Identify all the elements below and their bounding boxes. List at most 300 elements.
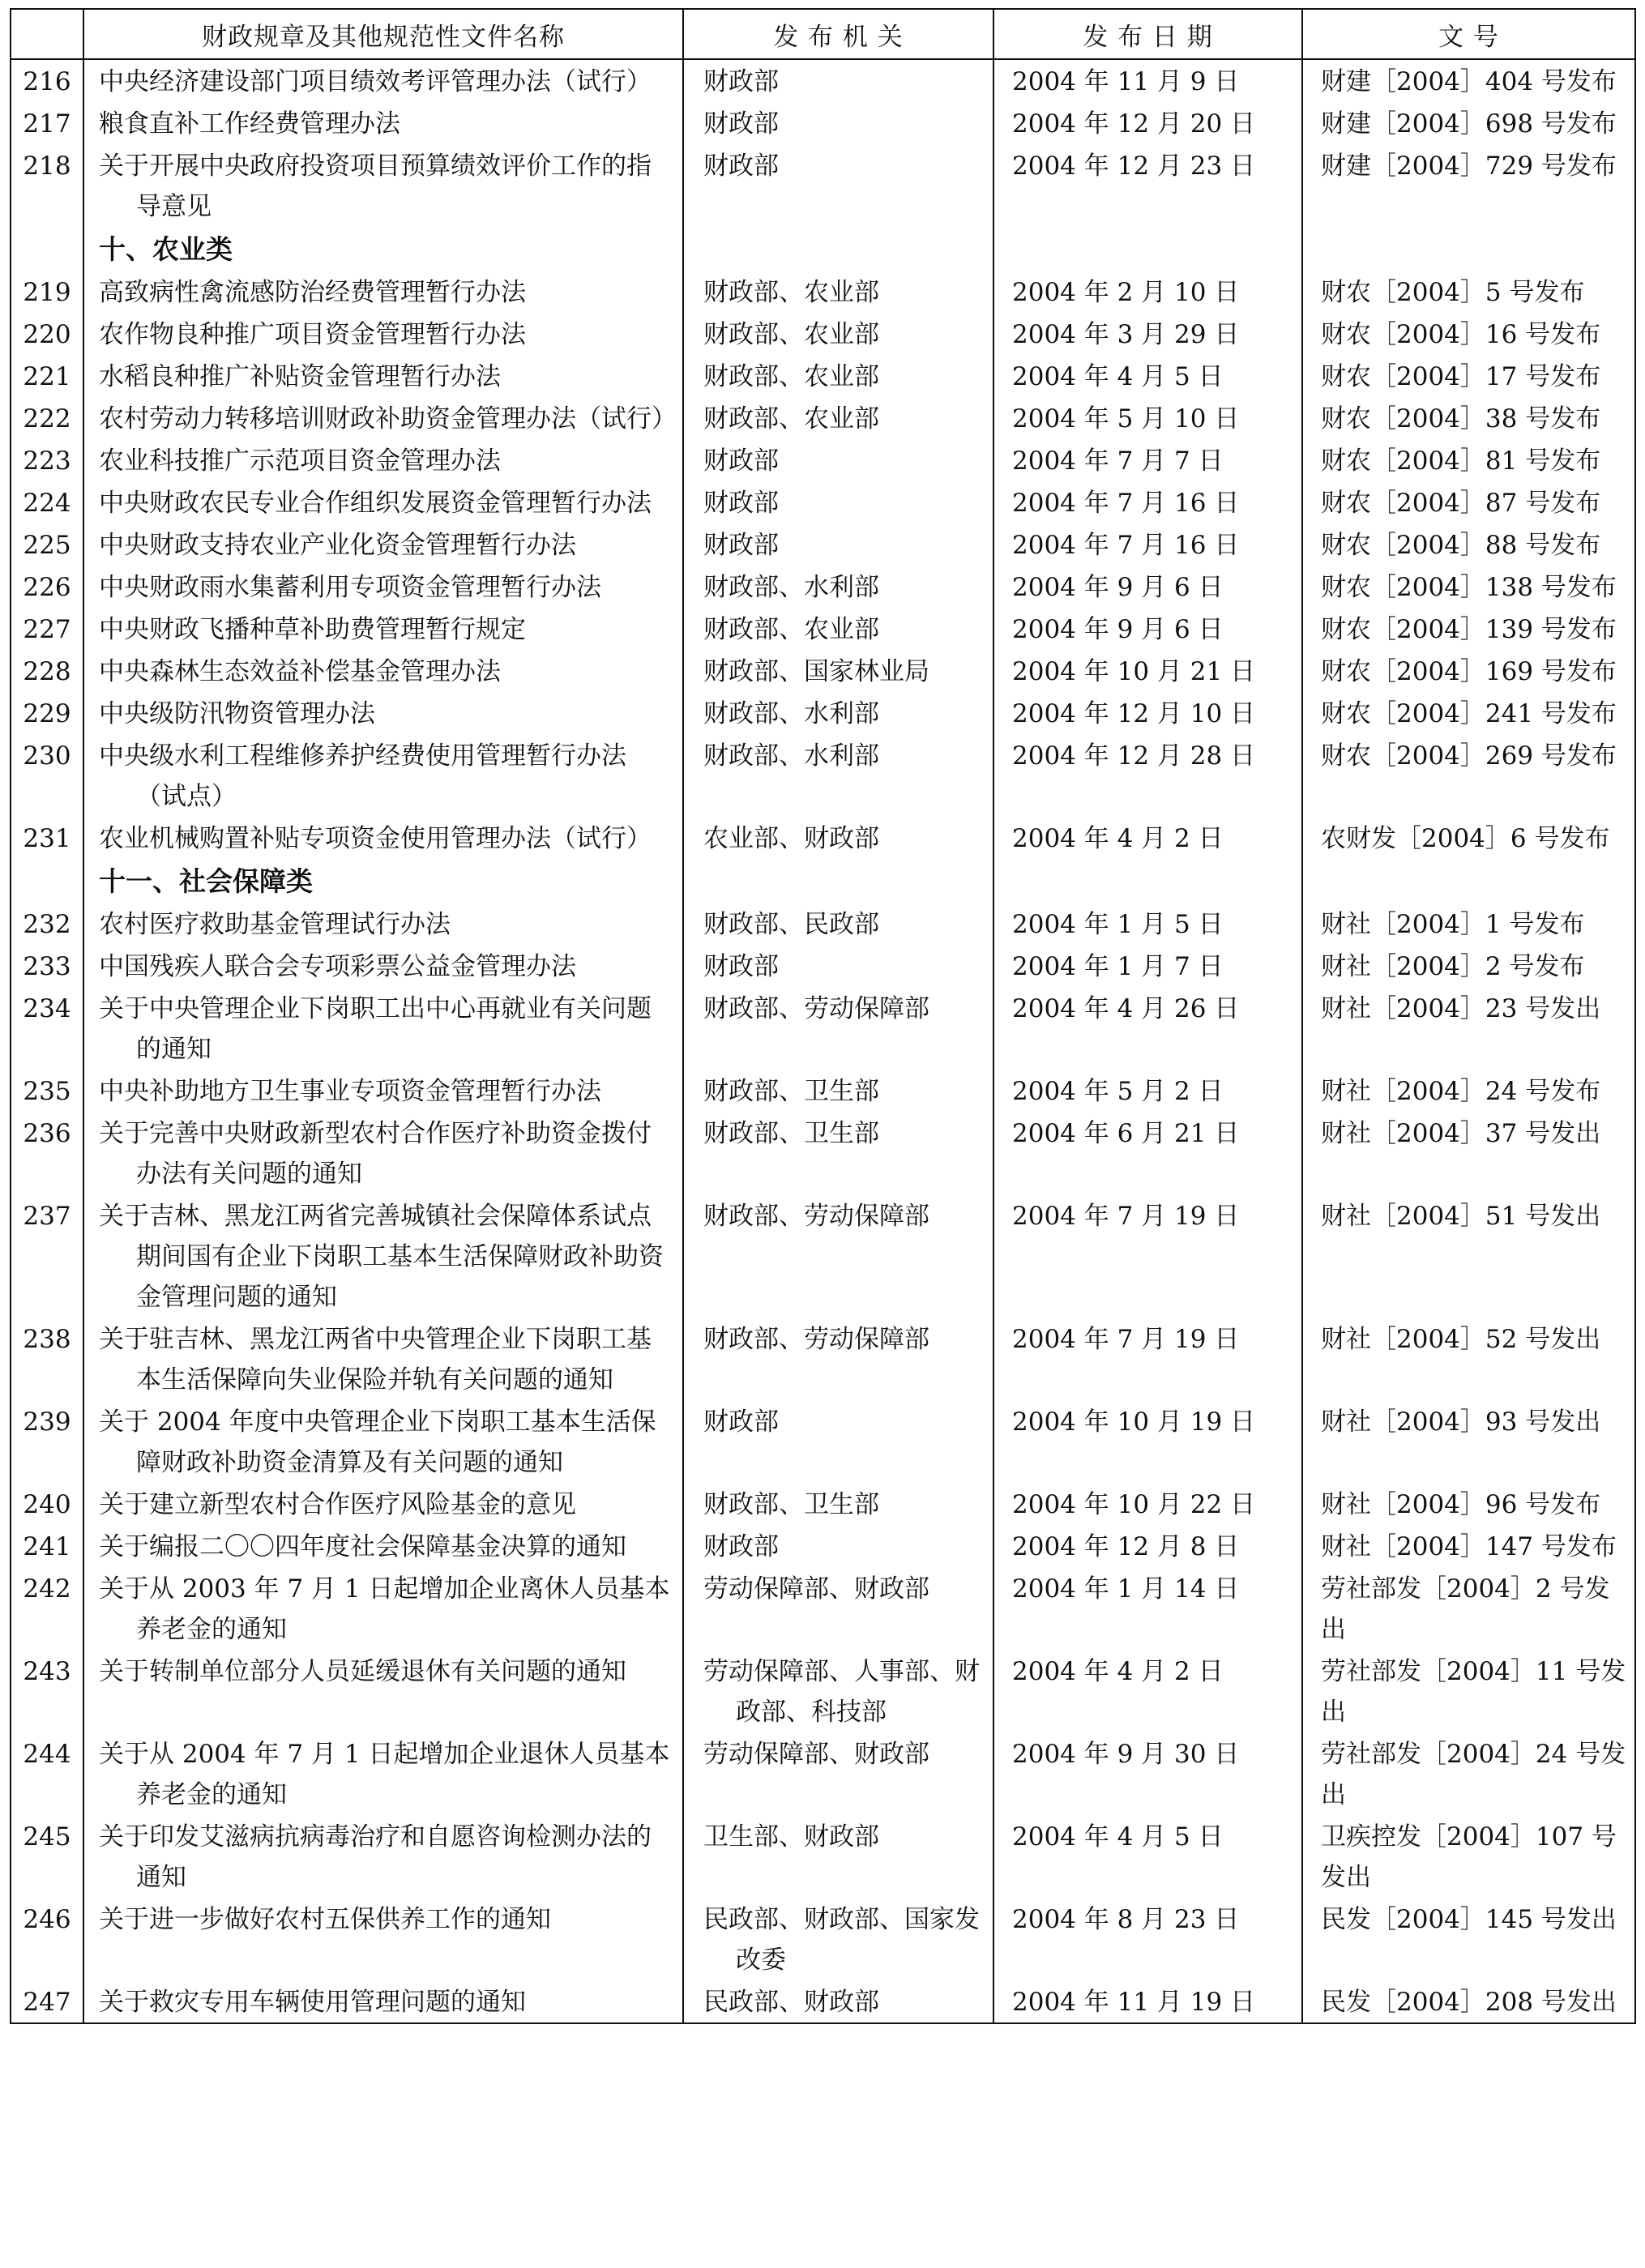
document-name: 中央财政支持农业产业化资金管理暂行办法 — [99, 531, 576, 560]
table-row — [11, 523, 1635, 566]
table-row — [11, 481, 1635, 523]
table-row — [11, 1732, 1635, 1815]
row-number-cell: 242 — [11, 1567, 83, 1650]
document-number: 财社［2004］24 号发布 — [1321, 1077, 1601, 1106]
issuing-authority-cell — [683, 1567, 993, 1650]
table-row — [11, 734, 1635, 817]
issuing-authority-cell — [683, 1112, 993, 1194]
issuing-authority-cell — [683, 481, 993, 523]
row-number-cell: 226 — [11, 566, 83, 608]
document-name: 关于进一步做好农村五保供养工作的通知 — [99, 1905, 551, 1934]
issue-date-cell: 2004 年 7 月 16 日 — [993, 523, 1302, 566]
section-empty-cell — [683, 227, 993, 271]
header-date: 发 布 日 期 — [993, 9, 1302, 59]
document-number: 财社［2004］52 号发出 — [1321, 1325, 1601, 1354]
table-body — [11, 59, 1635, 2023]
document-name: 关于转制单位部分人员延缓退休有关问题的通知 — [99, 1657, 626, 1686]
document-number: 财建［2004］404 号发布 — [1321, 67, 1617, 96]
table-row — [11, 1483, 1635, 1525]
document-number: 农财发［2004］6 号发布 — [1321, 824, 1610, 853]
issuing-authority-cell — [683, 59, 993, 102]
issuing-authority-cell — [683, 313, 993, 355]
table-row — [11, 1525, 1635, 1567]
section-empty-cell — [1302, 859, 1635, 903]
issuing-authority-cell — [683, 945, 993, 987]
document-number-cell — [1302, 1112, 1635, 1194]
document-number-cell — [1302, 1815, 1635, 1898]
document-number-cell — [1302, 566, 1635, 608]
document-number-cell — [1302, 271, 1635, 313]
issuing-authority: 财政部、水利部 — [703, 573, 879, 602]
row-number-cell: 245 — [11, 1815, 83, 1898]
document-name-cell — [83, 734, 683, 817]
document-number: 财社［2004］23 号发出 — [1321, 994, 1601, 1023]
document-name: 水稻良种推广补贴资金管理暂行办法 — [99, 362, 501, 391]
document-number: 财农［2004］88 号发布 — [1321, 531, 1601, 560]
row-number-cell: 246 — [11, 1898, 83, 1980]
document-number-cell — [1302, 439, 1635, 481]
document-number-cell — [1302, 692, 1635, 734]
document-name-cell — [83, 692, 683, 734]
issue-date-cell: 2004 年 11 月 9 日 — [993, 59, 1302, 102]
header-num — [11, 9, 83, 59]
issuing-authority-cell — [683, 987, 993, 1070]
row-number-cell: 222 — [11, 397, 83, 439]
row-number-cell: 220 — [11, 313, 83, 355]
document-number: 财农［2004］139 号发布 — [1321, 615, 1617, 644]
issue-date-cell: 2004 年 1 月 5 日 — [993, 903, 1302, 945]
table-row — [11, 1980, 1635, 2023]
document-number: 财社［2004］93 号发出 — [1321, 1407, 1601, 1437]
issuing-authority: 财政部、水利部 — [703, 741, 879, 771]
table-row — [11, 608, 1635, 650]
row-number-cell: 232 — [11, 903, 83, 945]
issue-date-cell: 2004 年 3 月 29 日 — [993, 313, 1302, 355]
issue-date-cell: 2004 年 1 月 7 日 — [993, 945, 1302, 987]
issuing-authority-cell — [683, 102, 993, 144]
document-number: 财农［2004］5 号发布 — [1321, 278, 1585, 307]
document-name-cell — [83, 817, 683, 859]
issuing-authority-cell — [683, 355, 993, 397]
issue-date-cell: 2004 年 9 月 6 日 — [993, 566, 1302, 608]
document-number-cell — [1302, 1650, 1635, 1732]
issue-date-cell: 2004 年 12 月 10 日 — [993, 692, 1302, 734]
issuing-authority: 财政部、劳动保障部 — [703, 1325, 929, 1354]
issuing-authority: 财政部、劳动保障部 — [703, 1202, 929, 1231]
issuing-authority-cell — [683, 1525, 993, 1567]
document-number-cell — [1302, 1567, 1635, 1650]
issuing-authority: 财政部 — [703, 109, 779, 139]
issue-date-cell: 2004 年 10 月 19 日 — [993, 1400, 1302, 1483]
document-name-cell — [83, 1815, 683, 1898]
document-name-cell — [83, 313, 683, 355]
row-number-cell: 223 — [11, 439, 83, 481]
document-name: 中央森林生态效益补偿基金管理办法 — [99, 657, 501, 686]
issue-date-cell: 2004 年 12 月 8 日 — [993, 1525, 1302, 1567]
table-row — [11, 1194, 1635, 1318]
issue-date-cell: 2004 年 4 月 2 日 — [993, 1650, 1302, 1732]
section-empty-cell — [993, 859, 1302, 903]
document-number: 财社［2004］2 号发布 — [1321, 952, 1585, 981]
section-heading-row — [11, 227, 1635, 271]
row-number-cell: 234 — [11, 987, 83, 1070]
issue-date-cell: 2004 年 6 月 21 日 — [993, 1112, 1302, 1194]
document-name: 关于驻吉林、黑龙江两省中央管理企业下岗职工基本生活保障向失业保险并轨有关问题的通知 — [99, 1325, 652, 1395]
document-name: 中央级水利工程维修养护经费使用管理暂行办法（试点） — [99, 741, 626, 811]
document-number: 劳社部发［2004］11 号发出 — [1321, 1657, 1626, 1727]
issuing-authority: 财政部、农业部 — [703, 615, 879, 644]
section-num-cell — [11, 227, 83, 271]
document-name-cell — [83, 439, 683, 481]
issuing-authority: 财政部 — [703, 1407, 779, 1437]
issue-date-cell: 2004 年 4 月 5 日 — [993, 1815, 1302, 1898]
table-row — [11, 692, 1635, 734]
document-number-cell — [1302, 1483, 1635, 1525]
document-name-cell — [83, 903, 683, 945]
section-num-cell — [11, 859, 83, 903]
document-number-cell — [1302, 102, 1635, 144]
row-number-cell: 240 — [11, 1483, 83, 1525]
table-row — [11, 1112, 1635, 1194]
document-number-cell — [1302, 1318, 1635, 1400]
document-number-cell — [1302, 1898, 1635, 1980]
document-name-cell — [83, 1400, 683, 1483]
issuing-authority: 民政部、财政部 — [703, 1988, 879, 2017]
document-number: 财农［2004］38 号发布 — [1321, 404, 1601, 434]
row-number-cell: 225 — [11, 523, 83, 566]
document-name-cell — [83, 481, 683, 523]
document-number: 财农［2004］87 号发布 — [1321, 489, 1601, 518]
document-name: 粮食直补工作经费管理办法 — [99, 109, 400, 139]
table-row — [11, 355, 1635, 397]
issuing-authority: 财政部 — [703, 446, 779, 476]
document-name: 关于从 2004 年 7 月 1 日起增加企业退休人员基本养老金的通知 — [99, 1740, 670, 1809]
document-number-cell — [1302, 144, 1635, 227]
table-row — [11, 566, 1635, 608]
section-heading-row — [11, 859, 1635, 903]
issue-date-cell: 2004 年 12 月 28 日 — [993, 734, 1302, 817]
table-row — [11, 1898, 1635, 1980]
issuing-authority-cell — [683, 566, 993, 608]
document-name-cell — [83, 59, 683, 102]
issuing-authority: 劳动保障部、财政部 — [703, 1574, 929, 1604]
issuing-authority-cell — [683, 1483, 993, 1525]
table-row — [11, 945, 1635, 987]
issuing-authority-cell — [683, 1400, 993, 1483]
document-name: 关于建立新型农村合作医疗风险基金的意见 — [99, 1490, 576, 1519]
document-name-cell — [83, 102, 683, 144]
issuing-authority-cell — [683, 1898, 993, 1980]
document-name-cell — [83, 1070, 683, 1112]
document-number-cell — [1302, 1525, 1635, 1567]
section-empty-cell — [993, 227, 1302, 271]
issuing-authority: 农业部、财政部 — [703, 824, 879, 853]
document-name-cell — [83, 271, 683, 313]
row-number-cell: 227 — [11, 608, 83, 650]
document-name: 关于救灾专用车辆使用管理问题的通知 — [99, 1988, 526, 2017]
issuing-authority-cell — [683, 692, 993, 734]
issue-date-cell: 2004 年 11 月 19 日 — [993, 1980, 1302, 2023]
table-row — [11, 903, 1635, 945]
table-row — [11, 987, 1635, 1070]
issuing-authority: 财政部 — [703, 952, 779, 981]
issuing-authority: 财政部、国家林业局 — [703, 657, 929, 686]
document-name: 关于完善中央财政新型农村合作医疗补助资金拨付办法有关问题的通知 — [99, 1119, 652, 1189]
document-name: 中国残疾人联合会专项彩票公益金管理办法 — [99, 952, 576, 981]
issue-date-cell: 2004 年 10 月 21 日 — [993, 650, 1302, 692]
header-docno: 文 号 — [1302, 9, 1635, 59]
document-name: 中央级防汛物资管理办法 — [99, 699, 375, 728]
document-name-cell — [83, 1318, 683, 1400]
document-number-cell — [1302, 523, 1635, 566]
document-page — [10, 8, 1634, 2263]
document-name-cell — [83, 523, 683, 566]
issuing-authority-cell — [683, 1070, 993, 1112]
document-number-cell — [1302, 397, 1635, 439]
issue-date-cell: 2004 年 7 月 19 日 — [993, 1318, 1302, 1400]
table-row — [11, 271, 1635, 313]
issuing-authority-cell — [683, 817, 993, 859]
table-row — [11, 1815, 1635, 1898]
document-number: 财农［2004］241 号发布 — [1321, 699, 1617, 728]
document-name: 关于印发艾滋病抗病毒治疗和自愿咨询检测办法的通知 — [99, 1822, 652, 1892]
regulations-table — [10, 8, 1636, 2024]
document-name: 中央经济建设部门项目绩效考评管理办法（试行） — [99, 67, 652, 96]
issuing-authority: 财政部 — [703, 531, 779, 560]
document-number-cell — [1302, 987, 1635, 1070]
document-number: 财农［2004］169 号发布 — [1321, 657, 1617, 686]
row-number-cell: 236 — [11, 1112, 83, 1194]
issuing-authority: 财政部 — [703, 489, 779, 518]
issue-date-cell: 2004 年 4 月 2 日 — [993, 817, 1302, 859]
issuing-authority: 财政部、农业部 — [703, 362, 879, 391]
document-name: 农村劳动力转移培训财政补助资金管理办法（试行） — [99, 404, 677, 434]
document-name-cell — [83, 1732, 683, 1815]
row-number-cell: 237 — [11, 1194, 83, 1318]
issue-date-cell: 2004 年 7 月 7 日 — [993, 439, 1302, 481]
issuing-authority-cell — [683, 397, 993, 439]
issue-date-cell: 2004 年 10 月 22 日 — [993, 1483, 1302, 1525]
issuing-authority-cell — [683, 1318, 993, 1400]
issuing-authority: 劳动保障部、人事部、财政部、科技部 — [703, 1657, 980, 1727]
document-number: 财社［2004］147 号发布 — [1321, 1532, 1617, 1561]
document-number: 卫疾控发［2004］107 号发出 — [1321, 1822, 1617, 1892]
issuing-authority: 财政部、民政部 — [703, 910, 879, 939]
table-header — [11, 9, 1635, 59]
header-row — [11, 9, 1635, 59]
document-name: 农业机械购置补贴专项资金使用管理办法（试行） — [99, 824, 652, 853]
document-name-cell — [83, 1567, 683, 1650]
document-number: 财农［2004］16 号发布 — [1321, 320, 1601, 349]
issue-date-cell: 2004 年 1 月 14 日 — [993, 1567, 1302, 1650]
issuing-authority-cell — [683, 1980, 993, 2023]
issuing-authority: 民政部、财政部、国家发改委 — [703, 1905, 980, 1975]
document-name-cell — [83, 566, 683, 608]
document-name-cell — [83, 1898, 683, 1980]
document-number-cell — [1302, 1400, 1635, 1483]
issuing-authority-cell — [683, 1650, 993, 1732]
document-number: 财农［2004］81 号发布 — [1321, 446, 1601, 476]
issuing-authority: 财政部、卫生部 — [703, 1490, 879, 1519]
document-number-cell — [1302, 1980, 1635, 2023]
row-number-cell: 229 — [11, 692, 83, 734]
row-number-cell: 217 — [11, 102, 83, 144]
row-number-cell: 216 — [11, 59, 83, 102]
document-name-cell — [83, 650, 683, 692]
issue-date-cell: 2004 年 12 月 23 日 — [993, 144, 1302, 227]
issuing-authority-cell — [683, 734, 993, 817]
issuing-authority-cell — [683, 271, 993, 313]
table-row — [11, 313, 1635, 355]
document-number: 财农［2004］17 号发布 — [1321, 362, 1601, 391]
document-name: 中央财政雨水集蓄利用专项资金管理暂行办法 — [99, 573, 601, 602]
document-number-cell — [1302, 481, 1635, 523]
table-row — [11, 1567, 1635, 1650]
row-number-cell: 231 — [11, 817, 83, 859]
section-empty-cell — [1302, 227, 1635, 271]
document-number: 民发［2004］208 号发出 — [1321, 1988, 1617, 2017]
table-row — [11, 397, 1635, 439]
document-number: 财社［2004］51 号发出 — [1321, 1202, 1601, 1231]
table-row — [11, 439, 1635, 481]
document-name: 关于编报二〇〇四年度社会保障基金决算的通知 — [99, 1532, 626, 1561]
issuing-authority: 财政部 — [703, 67, 779, 96]
row-number-cell: 230 — [11, 734, 83, 817]
document-name-cell — [83, 1194, 683, 1318]
document-number: 财建［2004］729 号发布 — [1321, 152, 1617, 181]
document-number-cell — [1302, 313, 1635, 355]
issuing-authority: 财政部 — [703, 152, 779, 181]
table-row — [11, 1400, 1635, 1483]
document-name-cell — [83, 945, 683, 987]
section-title: 十、农业类 — [83, 227, 683, 271]
issue-date-cell: 2004 年 4 月 5 日 — [993, 355, 1302, 397]
document-name: 关于开展中央政府投资项目预算绩效评价工作的指导意见 — [99, 152, 652, 221]
document-name-cell — [83, 1525, 683, 1567]
header-org: 发 布 机 关 — [683, 9, 993, 59]
issue-date-cell: 2004 年 9 月 6 日 — [993, 608, 1302, 650]
document-number-cell — [1302, 355, 1635, 397]
document-name: 关于中央管理企业下岗职工出中心再就业有关问题的通知 — [99, 994, 652, 1064]
row-number-cell: 233 — [11, 945, 83, 987]
issuing-authority-cell — [683, 144, 993, 227]
issuing-authority: 财政部、劳动保障部 — [703, 994, 929, 1023]
table-row — [11, 1650, 1635, 1732]
document-number-cell — [1302, 608, 1635, 650]
document-number-cell — [1302, 945, 1635, 987]
row-number-cell: 244 — [11, 1732, 83, 1815]
document-name: 中央补助地方卫生事业专项资金管理暂行办法 — [99, 1077, 601, 1106]
document-name-cell — [83, 397, 683, 439]
document-name-cell — [83, 1112, 683, 1194]
document-number: 劳社部发［2004］24 号发出 — [1321, 1740, 1626, 1809]
issuing-authority: 劳动保障部、财政部 — [703, 1740, 929, 1769]
row-number-cell: 241 — [11, 1525, 83, 1567]
document-number: 财农［2004］138 号发布 — [1321, 573, 1617, 602]
issuing-authority: 财政部、农业部 — [703, 278, 879, 307]
document-name: 关于 2004 年度中央管理企业下岗职工基本生活保障财政补助资金清算及有关问题的通知 — [99, 1407, 656, 1477]
table-row — [11, 59, 1635, 102]
document-name-cell — [83, 987, 683, 1070]
document-number: 财社［2004］37 号发出 — [1321, 1119, 1601, 1148]
issue-date-cell: 2004 年 5 月 2 日 — [993, 1070, 1302, 1112]
issue-date-cell: 2004 年 9 月 30 日 — [993, 1732, 1302, 1815]
issuing-authority: 财政部、卫生部 — [703, 1077, 879, 1106]
document-name-cell — [83, 1980, 683, 2023]
document-name: 中央财政农民专业合作组织发展资金管理暂行办法 — [99, 489, 652, 518]
document-number-cell — [1302, 1194, 1635, 1318]
row-number-cell: 243 — [11, 1650, 83, 1732]
issuing-authority: 财政部 — [703, 1532, 779, 1561]
document-number-cell — [1302, 903, 1635, 945]
document-number: 财社［2004］96 号发布 — [1321, 1490, 1601, 1519]
document-name-cell — [83, 608, 683, 650]
row-number-cell: 235 — [11, 1070, 83, 1112]
row-number-cell: 224 — [11, 481, 83, 523]
document-name: 农作物良种推广项目资金管理暂行办法 — [99, 320, 526, 349]
document-name-cell — [83, 355, 683, 397]
document-number-cell — [1302, 1732, 1635, 1815]
issuing-authority-cell — [683, 903, 993, 945]
issue-date-cell: 2004 年 4 月 26 日 — [993, 987, 1302, 1070]
table-row — [11, 102, 1635, 144]
row-number-cell: 221 — [11, 355, 83, 397]
document-number-cell — [1302, 59, 1635, 102]
row-number-cell: 219 — [11, 271, 83, 313]
row-number-cell: 239 — [11, 1400, 83, 1483]
table-row — [11, 1318, 1635, 1400]
document-name: 关于从 2003 年 7 月 1 日起增加企业离休人员基本养老金的通知 — [99, 1574, 670, 1644]
issue-date-cell: 2004 年 7 月 16 日 — [993, 481, 1302, 523]
document-name-cell — [83, 1650, 683, 1732]
issuing-authority: 财政部、农业部 — [703, 320, 879, 349]
document-name: 中央财政飞播种草补助费管理暂行规定 — [99, 615, 526, 644]
document-name: 农村医疗救助基金管理试行办法 — [99, 910, 451, 939]
issue-date-cell: 2004 年 2 月 10 日 — [993, 271, 1302, 313]
issue-date-cell: 2004 年 12 月 20 日 — [993, 102, 1302, 144]
table-row — [11, 1070, 1635, 1112]
issuing-authority: 财政部、卫生部 — [703, 1119, 879, 1148]
document-number-cell — [1302, 1070, 1635, 1112]
issuing-authority-cell — [683, 650, 993, 692]
issuing-authority-cell — [683, 439, 993, 481]
issue-date-cell: 2004 年 7 月 19 日 — [993, 1194, 1302, 1318]
document-name-cell — [83, 144, 683, 227]
issuing-authority: 财政部、水利部 — [703, 699, 879, 728]
issuing-authority: 卫生部、财政部 — [703, 1822, 879, 1852]
issuing-authority-cell — [683, 1815, 993, 1898]
table-row — [11, 144, 1635, 227]
table-row — [11, 817, 1635, 859]
issuing-authority-cell — [683, 1732, 993, 1815]
document-number: 财建［2004］698 号发布 — [1321, 109, 1617, 139]
section-title: 十一、社会保障类 — [83, 859, 683, 903]
document-name: 高致病性禽流感防治经费管理暂行办法 — [99, 278, 526, 307]
issue-date-cell: 2004 年 8 月 23 日 — [993, 1898, 1302, 1980]
document-name: 农业科技推广示范项目资金管理办法 — [99, 446, 501, 476]
issuing-authority-cell — [683, 608, 993, 650]
issuing-authority: 财政部、农业部 — [703, 404, 879, 434]
row-number-cell: 228 — [11, 650, 83, 692]
document-number-cell — [1302, 650, 1635, 692]
document-number: 财农［2004］269 号发布 — [1321, 741, 1617, 771]
issue-date-cell: 2004 年 5 月 10 日 — [993, 397, 1302, 439]
document-number: 民发［2004］145 号发出 — [1321, 1905, 1617, 1934]
document-number: 劳社部发［2004］2 号发出 — [1321, 1574, 1610, 1644]
document-name: 关于吉林、黑龙江两省完善城镇社会保障体系试点期间国有企业下岗职工基本生活保障财政补助资金管理问题的通知 — [99, 1202, 664, 1312]
document-number-cell — [1302, 817, 1635, 859]
issuing-authority-cell — [683, 1194, 993, 1318]
